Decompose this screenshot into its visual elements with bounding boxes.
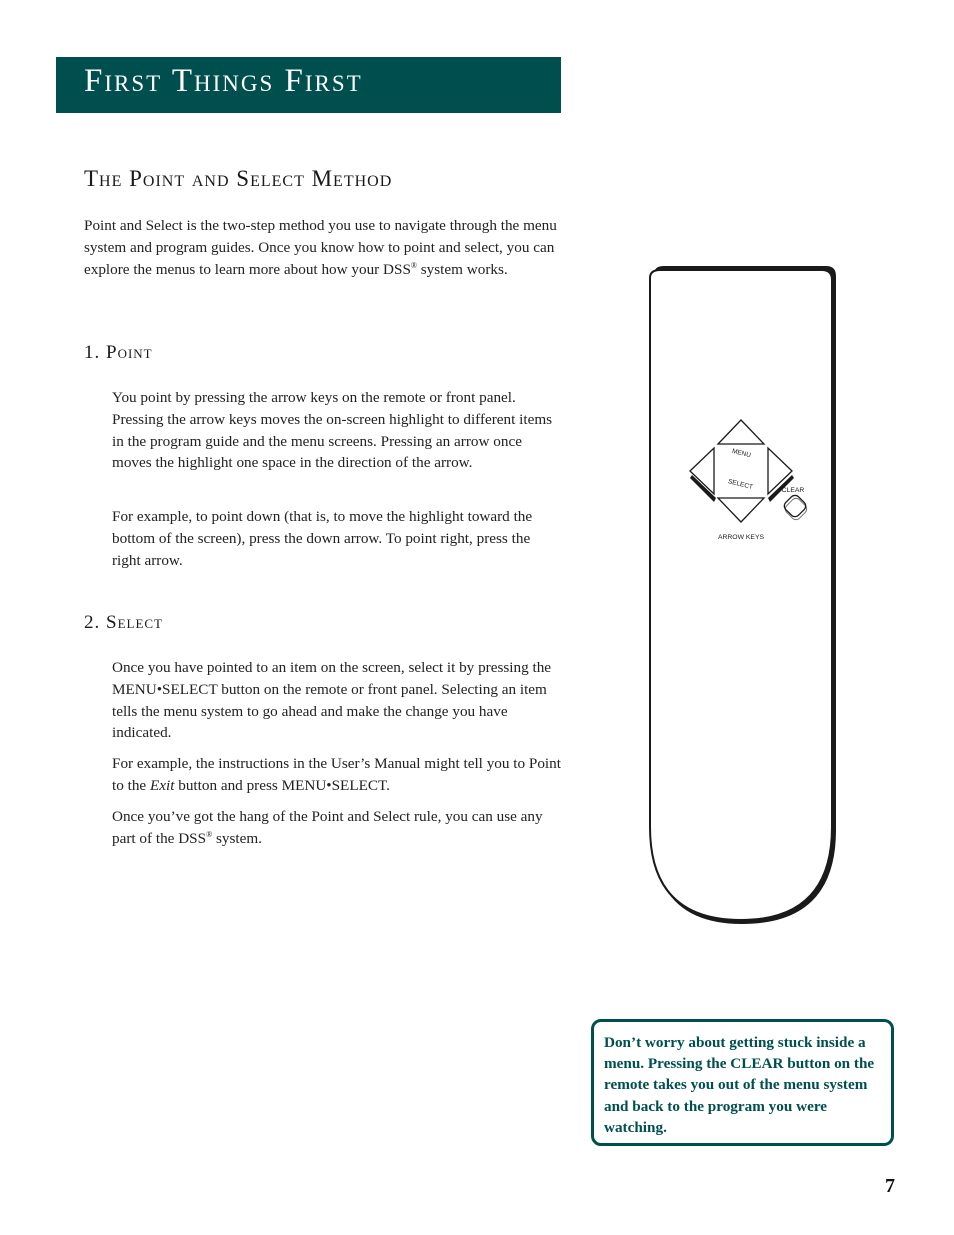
exit-button-name: Exit xyxy=(149,776,175,794)
page-number: 7 xyxy=(885,1175,895,1197)
select-paragraph-2-b: button and press MENU•SELECT. xyxy=(174,776,390,794)
intro-paragraph xyxy=(84,215,559,280)
point-paragraph-1: You point by pressing the arrow keys on the remote or front panel. Pressing the arrow keys moves the on-screen highlight to different items in the program guide and the menu screens. Pressing an arrow once moves the highlight one space in the direction of the arrow. xyxy=(112,389,553,472)
point-heading: 1. Point xyxy=(84,342,153,363)
chapter-banner xyxy=(56,57,561,113)
menu-label: MENU xyxy=(731,447,752,460)
select-paragraph-3 xyxy=(112,806,567,850)
tip-box xyxy=(591,1019,894,1146)
select-paragraph-3-b: system. xyxy=(212,829,262,847)
intro-text: Point and Select is the two-step method you use to navigate through the menu system and program guides. Once you know how to point and select, you can explore the menus to learn more about how your DSS xyxy=(84,217,557,278)
select-heading: 2. Select xyxy=(84,612,164,633)
clear-label: CLEAR xyxy=(781,487,805,494)
select-label: SELECT xyxy=(727,478,754,492)
tip-text: Don’t worry about getting stuck inside a menu. Pressing the CLEAR button on the remote takes you out of the menu system and back to the program you were watching. xyxy=(604,1034,875,1136)
arrow-keys-label: ARROW KEYS xyxy=(717,534,765,541)
intro-tail: system works. xyxy=(416,260,508,278)
select-paragraph-2 xyxy=(112,753,562,797)
remote-body xyxy=(650,270,832,920)
registered-mark-2: ® xyxy=(206,829,213,839)
select-paragraph-3-a: Once you’ve got the hang of the Point and Select rule, you can use any part of the DSS xyxy=(112,808,543,847)
select-paragraph-2-a: For example, the instructions in the User’s Manual might tell you to Point to the xyxy=(112,755,561,794)
section-title: The Point and Select Method xyxy=(84,166,393,191)
point-paragraph-2: For example, to point down (that is, to move the highlight toward the bottom of the screen), press the down arrow. To point right, press the right arrow. xyxy=(112,508,533,569)
select-paragraph-1: Once you have pointed to an item on the screen, select it by pressing the MENU•SELECT button on the remote or front panel. Selecting an item tells the menu system to go ahead and make the change you have indicated. xyxy=(112,659,552,742)
remote-control-illustration xyxy=(640,262,845,927)
registered-mark: ® xyxy=(410,260,417,270)
chapter-title: First Things First xyxy=(84,63,363,99)
